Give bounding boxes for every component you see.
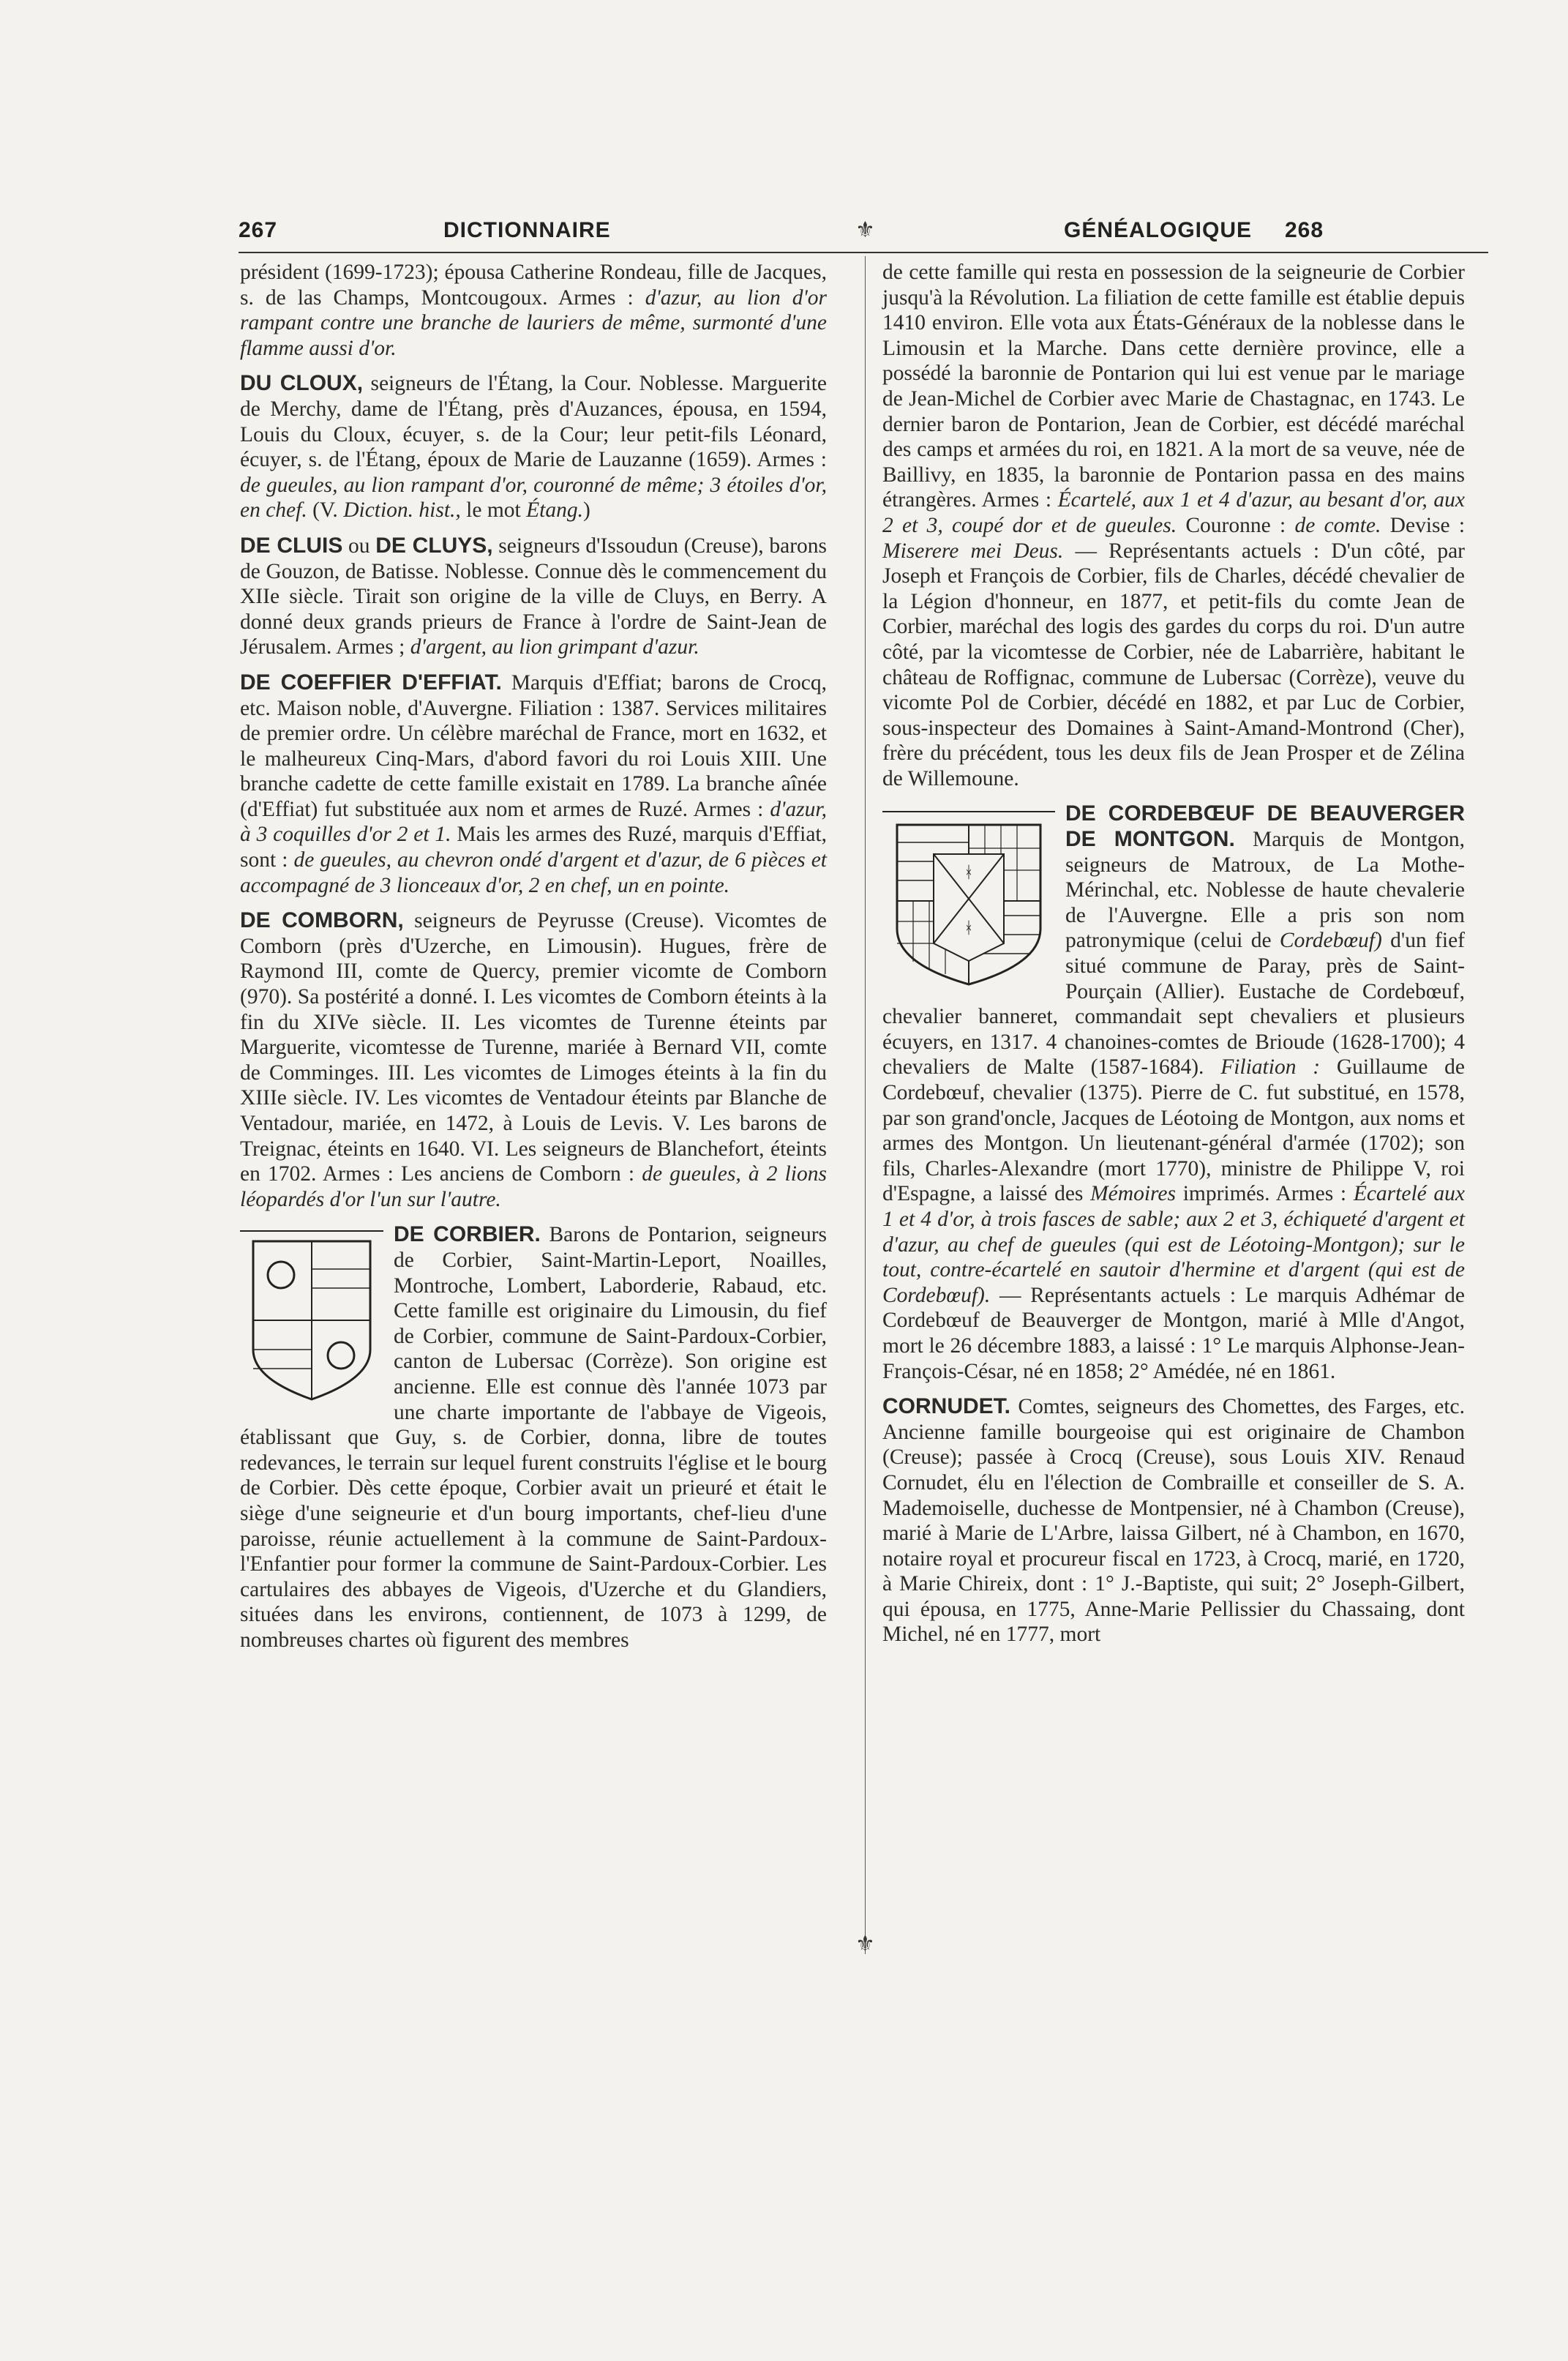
headword: CORNUDET. (882, 1394, 1011, 1419)
right-column (882, 260, 1465, 1647)
entry-de-comborn: DE COMBORN, seigneurs de Peyrusse (Creuse). Vicomtes de Comborn (près d'Uzerche, en Limousin). Hugues, frère de Raymond III, comte de Quercy, premier vicomte de Comborn (970). Sa postérité a donné. I. Les vicomtes de Comborn éteints à la fin du XIVe siècle. II. Les vicomtes de Turenne éteints par Marguerite, vicomtesse de Turenne, mariée à Bernard VII, comte de Comminges. III. Les vicomtes de Limoges éteints à la fin du XIIIe siècle. IV. Les vicomtes de Ventadour éteints par Blanche de Ventadour, mariée, en 1472, à Louis de Levis. V. Les barons de Treignac, éteints en 1640. VI. Les seigneurs de Blanchefort, éteints en 1702. Armes : Les anciens de Comborn : de gueules, à 2 lions léopardés d'or l'un sur l'autre. (240, 908, 828, 1211)
entry-de-cordeboeuf: ᚼ ᚼ DE CORDEBŒUF DE BEAUVERGER DE MONTGON. Marquis de Montgon, seigneurs de Matroux, de La Mothe-Mérinchal, etc. Noblesse de haute chevalerie de l'Auvergne. Elle a pris son nom patronymique (celui de Cordebœuf) d'un fief situé commune de Paray, près de Saint-Pourçain (Allier). Eustache de Cordebœuf, chevalier banneret, commandait sept chevaliers et plusieurs écuyers, en 1317. 4 chanoines-comtes de Brioude (1628-1700); 4 chevaliers de Malte (1587-1684). Filiation : Guillaume de Cordebœuf, chevalier (1375). Pierre de C. fut substitué, en 1578, par son grand'oncle, Jacques de Léotoing de Montgon, aux noms et armes des Montgon. Un lieutenant-général d'armée (1702); son fils, Charles-Alexandre (mort 1770), ministre de Philippe V, roi d'Espagne, a laissé des Mémoires imprimés. Armes : Écartelé aux 1 et 4 d'or, à trois fasces de sable; aux 2 et 3, échiqueté d'argent et d'azur, au chef de gueules (qui est de Léotoing-Montgon); sur le tout, contre-écartelé en sautoir d'hermine et d'argent (qui est de Cordebœuf). — Représentants actuels : Le marquis Adhémar de Cordebœuf de Beauverger de Montgon, marié à Mlle d'Angot, mort le 26 décembre 1883, a laissé : 1° Le marquis Alphonse-Jean-François-César, né en 1858; 2° Amédée, né en 1861. (882, 801, 1466, 1383)
entry-de-corbier-continued: de cette famille qui resta en possession de la seigneurie de Corbier jusqu'à la Révolution. La filiation de cette famille est établie depuis 1410 environ. Elle vota aux États-Généraux de la noblesse dans le Limousin et la Marche. Dans cette dernière province, elle a possédé la baronnie de Pontarion qui lui est venue par le mariage de Jean-Michel de Corbier avec Marie de Chastagnac, en 1743. Le dernier baron de Pontarion, Jean de Corbier, est décédé maréchal des camps et armées du roi, en 1821. A la mort de sa veuve, née de Baillivy, en 1835, la baronnie de Pontarion passa en des mains étrangères. Armes : Écartelé, aux 1 et 4 d'azur, au besant d'or, aux 2 et 3, coupé dor et de gueules. Couronne : de comte. Devise : Miserere mei Deus. — Représentants actuels : D'un côté, par Joseph et François de Corbier, fils de Charles, décédé chevalier de la Légion d'honneur, en 1877, et petit-fils du comte Jean de Corbier, maréchal des logis des gardes du corps du roi. D'un autre côté, par la vicomtesse de Corbier, née de Labarrière, habitant le château de Roffignac, commune de Lubersac (Corrèze), veuve du vicomte Pol de Corbier, décédé en 1882, et par Luc de Corbier, sous-inspecteur des Domaines à Saint-Amand-Montrond (Cher), frère du précédent, tous les deux fils de Jean Prosper et de Zélina de Willemoune. (882, 261, 1466, 790)
svg-text:ᚼ: ᚼ (964, 919, 974, 938)
entry-de-cluis: DE CLUIS ou DE CLUYS, seigneurs d'Issoudun (Creuse), barons de Gouzon, de Batisse. Noblesse. Connue dès le commencement du XIIe siècle. Tirait son origine de la ville de Cluys, en Berry. A donné deux grands prieurs de France à l'ordre de Saint-Jean de Jérusalem. Armes ; d'argent, au lion grimpant d'azur. (240, 533, 827, 659)
headword: DE CORBIER. (394, 1222, 541, 1247)
entry-de-corbier: DE CORBIER. Barons de Pontarion, seigneurs de Corbier, Saint-Martin-Leport, Noailles, Montroche, Lombert, Laborderie, Rabaud, etc. Cette famille est originaire du Limousin, du fief de Corbier, commune de Saint-Pardoux-Corbier, canton de Lubersac (Corrèze). Son origine est ancienne. Elle est connue dès l'année 1073 par une charte importante de l'abbaye de Vigeois, établissant que Guy, s. de Corbier, donna, libre de toutes redevances, le terrain sur lequel furent construits l'église et le bourg de Corbier. Dès cette époque, Corbier avait un prieuré et était le siège d'une seigneurie et d'un bourg importants, chef-lieu d'une paroisse, réunie actuellement à la commune de Saint-Pardoux-l'Enfantier pour former la commune de Saint-Pardoux-Corbier. Les cartulaires des abbayes de Vigeois, d'Uzerche et du Glandiers, situées dans les environs, contiennent, de 1073 à 1299, de nombreuses chartes où figurent des membres (240, 1222, 828, 1652)
page-number-right: 268 (1285, 218, 1324, 242)
headword: DE COMBORN, (240, 908, 404, 933)
cordeboeuf-shield-icon (882, 804, 1055, 987)
headword: DE CORDEBŒUF DE BEAUVERGER DE MONTGON. (1065, 801, 1465, 852)
bottom-fleur-de-lis-icon: ⚜ (855, 1932, 875, 1956)
page-number-left: 267 (239, 218, 278, 242)
headword: DE COEFFIER D'EFFIAT. (240, 670, 502, 695)
headword: DE CLUIS (240, 533, 343, 558)
fleur-de-lis-icon: ⚜ (855, 218, 875, 242)
running-title-left: DICTIONNAIRE (443, 218, 611, 242)
left-column (240, 260, 827, 1653)
corbier-shield-icon (240, 1225, 383, 1404)
cordeboeuf-coat-of-arms (882, 804, 1055, 987)
entry-du-cloux: DU CLOUX, seigneurs de l'Étang, la Cour. Noblesse. Marguerite de Merchy, dame de l'Étang, près d'Auzances, épousa, en 1594, Louis du Cloux, écuyer, s. de la Cour; leur petit-fils Léonard, écuyer, s. de l'Étang, époux de Marie de Lauzanne (1659). Armes : de gueules, au lion rampant d'or, couronné de même; 3 étoiles d'or, en chef. (V. Diction. hist., le mot Étang.) (240, 371, 827, 523)
running-title-right: GÉNÉALOGIQUE (1064, 218, 1253, 242)
headword: DE CLUYS, (375, 533, 493, 558)
header-rule (239, 252, 1488, 253)
corbier-coat-of-arms (240, 1225, 383, 1404)
svg-text:ᚼ: ᚼ (964, 864, 974, 883)
entry-cornudet: CORNUDET. Comtes, seigneurs des Chomettes, des Farges, etc. Ancienne famille bourgeoise qui est originaire de Chambon (Creuse); passée à Crocq (Creuse), sous Louis XIV. Renaud Cornudet, élu en l'élection de Combraille et conseiller de S. A. Mademoiselle, duchesse de Montpensier, né à Chambon (Creuse), marié à Marie de L'Arbre, laissa Gilbert, né à Chambon, en 1670, notaire royal et procureur fiscal en 1723, à Crocq, marié, en 1720, à Marie Chireix, dont : 1° J.-Baptiste, qui suit; 2° Joseph-Gilbert, qui épousa, en 1775, Anne-Marie Pellissier du Chassaing, dont Michel, né en 1777, mort (882, 1394, 1465, 1647)
column-divider (865, 256, 866, 1954)
entry-continuation: président (1699-1723); épousa Catherine Rondeau, fille de Jacques, s. de las Champs, Montcougoux. Armes : d'azur, au lion d'or rampant contre une branche de lauriers de même, surmonté d'une flamme aussi d'or. (240, 261, 828, 360)
entry-de-coeffier: DE COEFFIER D'EFFIAT. Marquis d'Effiat; barons de Crocq, etc. Maison noble, d'Auvergne. Filiation : 1387. Services militaires de premier ordre. Un célèbre maréchal de France, mort en 1632, et le malheureux Cinq-Mars, d'abord favori du roi Louis XIII. Une branche cadette de cette famille existait en 1789. La branche aînée (d'Effiat) fut substituée aux nom et armes de Ruzé. Armes : d'azur, à 3 coquilles d'or 2 et 1. Mais les armes des Ruzé, marquis d'Effiat, sont : de gueules, au chevron ondé d'argent et d'azur, de 6 pièces et accompagné de 3 lionceaux d'or, 2 en chef, un en pointe. (240, 670, 827, 897)
headword: DU CLOUX, (240, 371, 364, 396)
